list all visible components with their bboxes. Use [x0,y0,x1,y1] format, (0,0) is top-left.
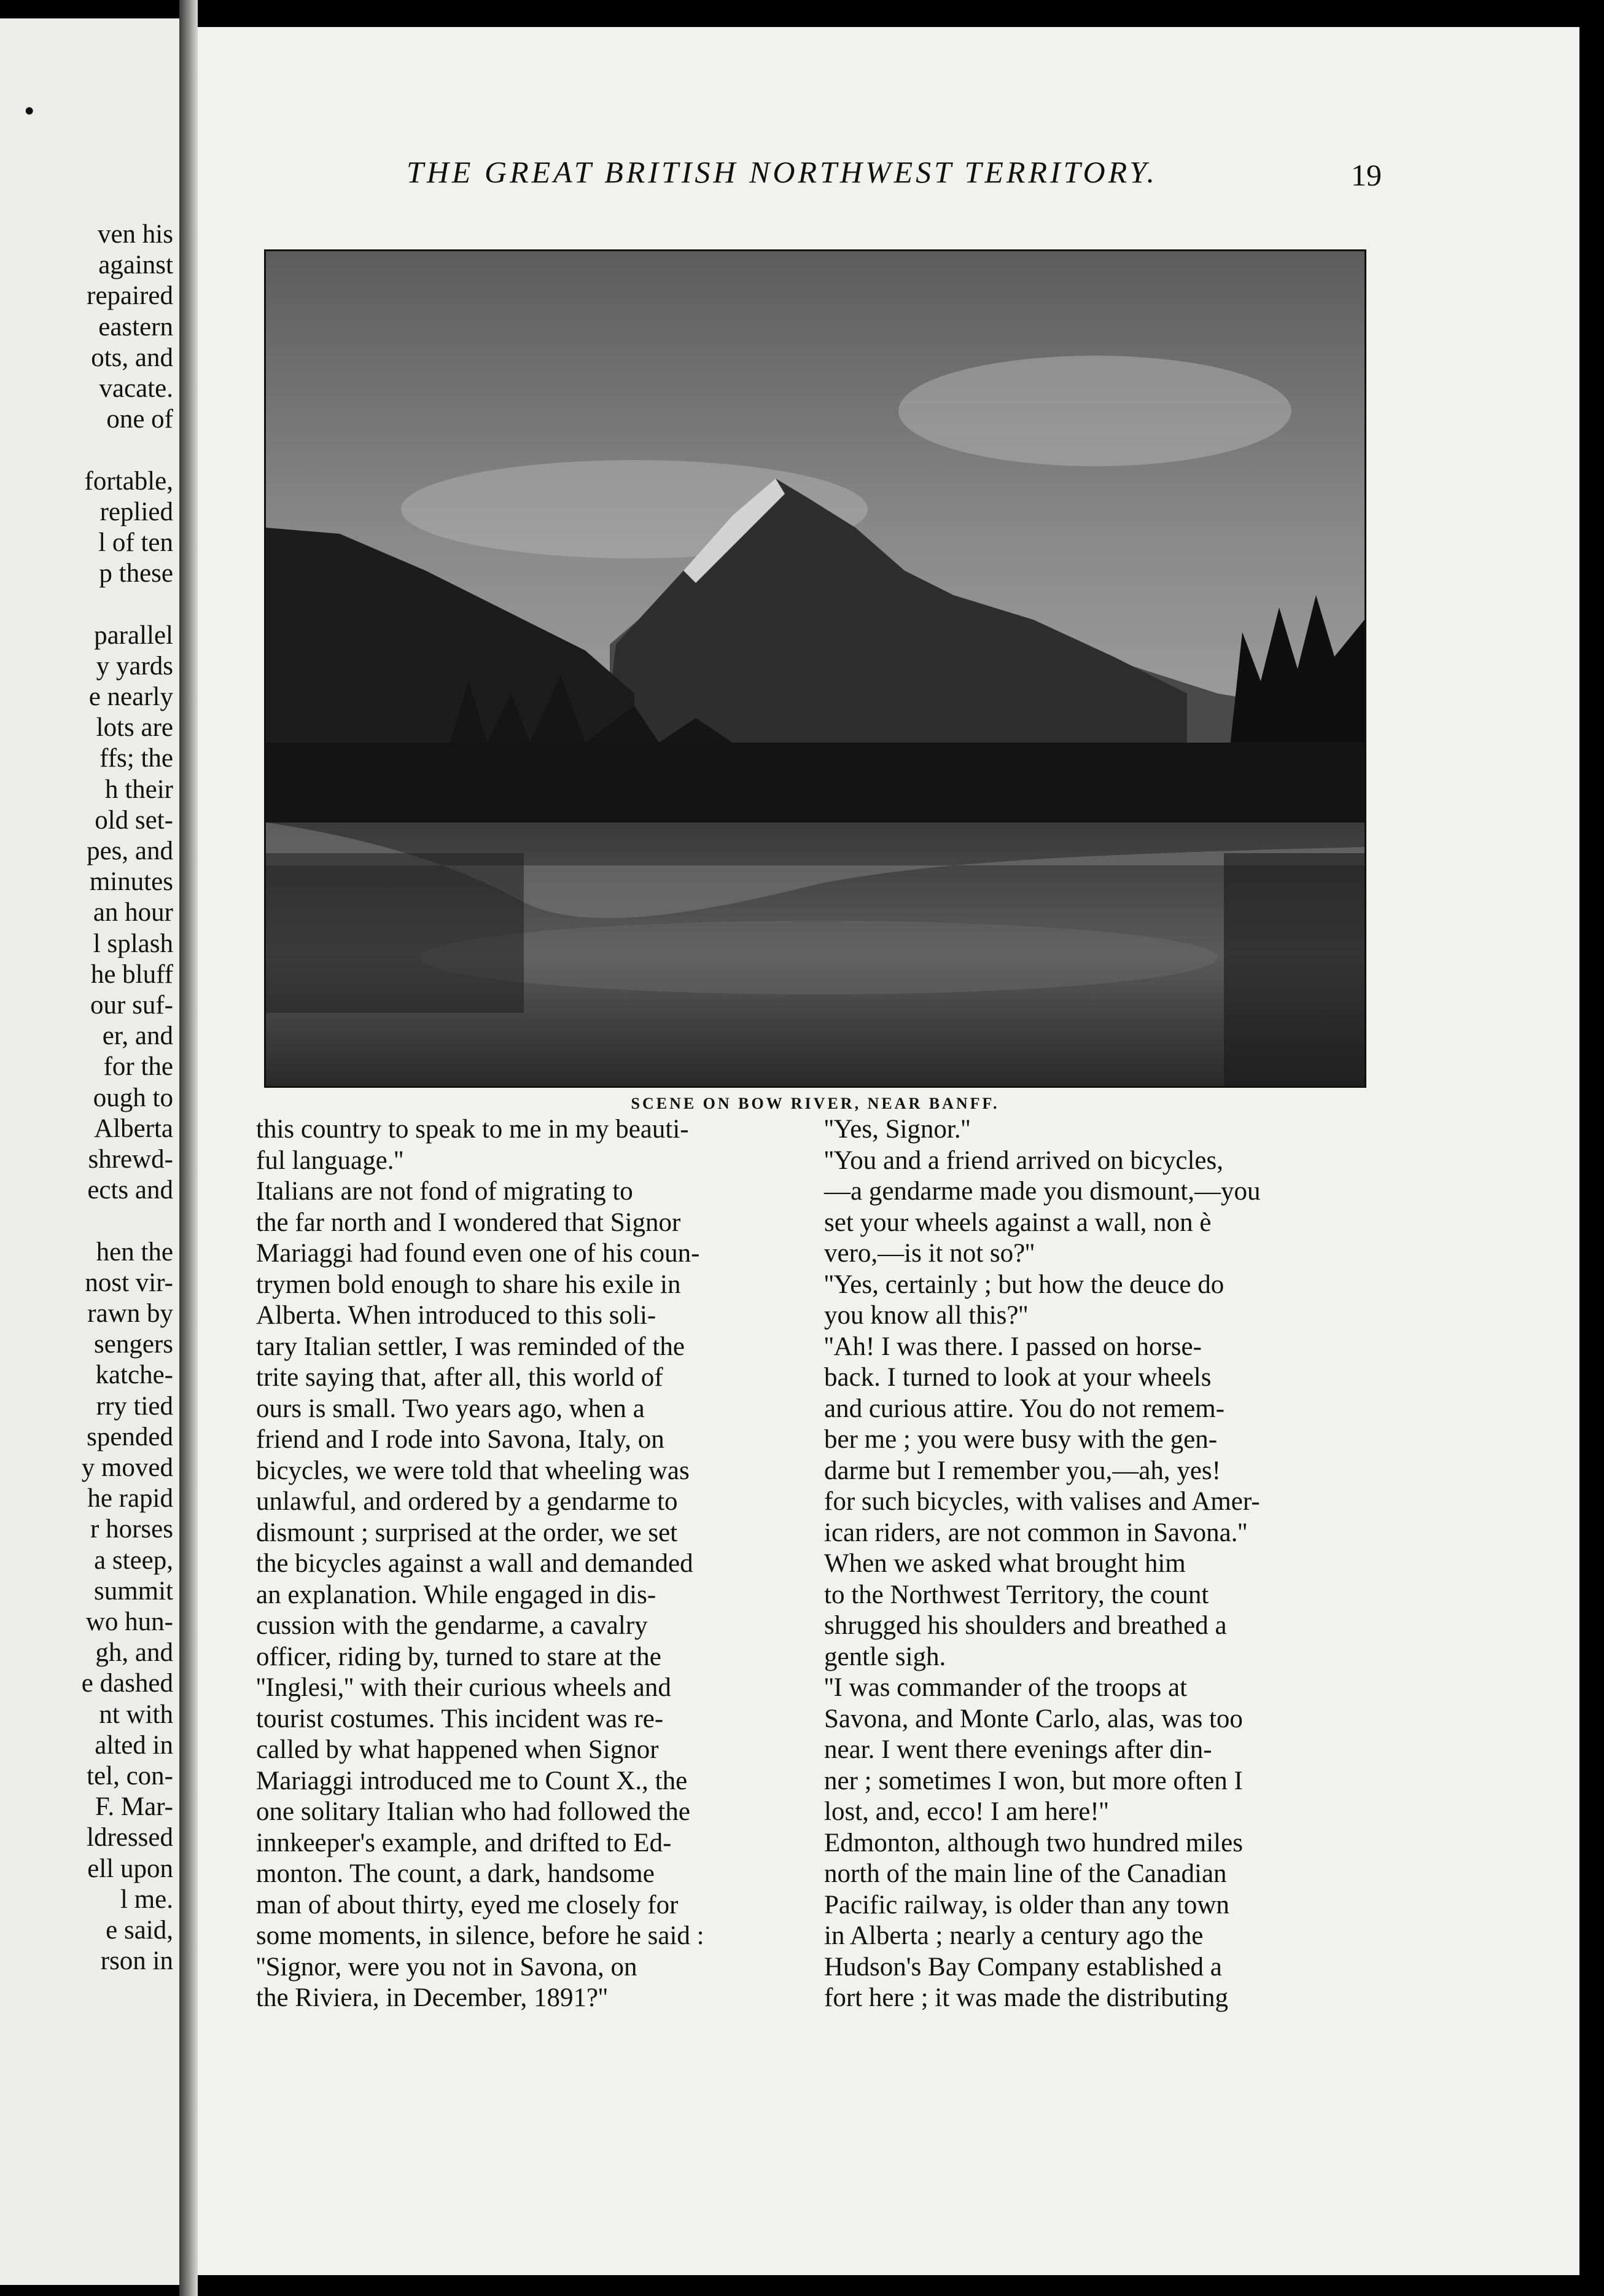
text-line: katche- [95,1361,173,1390]
text-line: in Alberta ; nearly a century ago the [824,1921,1204,1950]
text-line: an explanation. While engaged in dis- [256,1580,656,1609]
text-line: ''I was commander of the troops at [824,1673,1188,1702]
text-line: ''Inglesi,'' with their curious wheels and [256,1673,671,1702]
text-line: er, and [102,1021,173,1051]
text-line: bicycles, we were told that wheeling was [256,1456,690,1485]
text-line: the Riviera, in December, 1891?'' [256,1983,608,2012]
text-line: summit [93,1576,173,1606]
text-line: one solitary Italian who had followed the [256,1797,690,1826]
text-line: tel, con- [87,1762,173,1790]
text-line: Alberta [94,1114,173,1143]
text-line: ects and [87,1176,173,1205]
text-column-left [256,1114,803,2014]
text-line: for the [103,1052,173,1082]
text-line: ough to [93,1083,173,1112]
text-line: called by what happened when Signor [256,1735,659,1764]
text-line: eastern [98,312,173,342]
text-line: e said, [106,1916,173,1945]
text-line: replied [99,497,173,526]
text-line: ''Signor, were you not in Savona, on [256,1952,637,1982]
text-line: lost, and, ecco! I am here!'' [824,1797,1109,1826]
text-line: to the Northwest Territory, the count [824,1580,1209,1609]
book-page [198,27,1579,2275]
text-line: tourist costumes. This incident was re- [256,1704,664,1733]
text-line: ots, and [91,343,173,372]
text-line: this country to speak to me in my beauti- [256,1115,689,1144]
text-line: trite saying that, after all, this world of [256,1363,663,1392]
text-line: ful language.'' [256,1146,403,1175]
text-column-right [824,1114,1371,2014]
text-line: ours is small. Two years ago, when a [256,1394,645,1423]
text-line: ''Yes, certainly ; but how the deuce do [824,1270,1224,1299]
text-line: spended [87,1422,173,1451]
text-line: repaired [87,281,173,311]
text-line: Mariaggi introduced me to Count X., the [256,1766,688,1795]
text-line: lots are [96,713,173,743]
text-line: h their [104,775,173,804]
text-line: our suf- [90,991,173,1020]
text-line: friend and I rode into Savona, Italy, on [256,1425,664,1454]
text-line: ber me ; you were busy with the gen- [824,1425,1218,1454]
text-line: rawn by [87,1299,173,1328]
page-mark: • [25,96,34,126]
text-line: hen the [96,1237,173,1267]
text-line: l splash [93,929,173,958]
text-line: monton. The count, a dark, handsome [256,1859,655,1888]
text-line: e nearly [88,682,173,711]
text-line: —a gendarme made you dismount,—you [824,1177,1261,1206]
text-line: ''You and a friend arrived on bicycles, [824,1146,1223,1175]
text-line: cussion with the gendarme, a cavalry [256,1611,648,1640]
text-line: fortable, [84,466,173,496]
text-line: gentle sigh. [824,1642,946,1671]
text-line: alted in [95,1730,173,1760]
text-line: vacate. [99,374,173,403]
text-line: vero,—is it not so?'' [824,1239,1035,1268]
text-line: officer, riding by, turned to stare at the [256,1642,661,1671]
text-line: sengers [94,1330,173,1359]
text-line: back. I turned to look at your wheels [824,1363,1212,1392]
text-line: tary Italian settler, I was reminded of the [256,1332,685,1361]
text-line: trymen bold enough to share his exile in [256,1270,681,1299]
text-line: gh, and [95,1638,173,1668]
text-line: shrugged his shoulders and breathed a [824,1611,1227,1640]
text-line: darme but I remember you,—ah, yes! [824,1456,1221,1485]
facing-page [0,18,179,2285]
text-line: Pacific railway, is older than any town [824,1890,1229,1919]
text-line: Savona, and Monte Carlo, alas, was too [824,1704,1243,1733]
text-line: ner ; sometimes I won, but more often I [824,1766,1243,1795]
text-line: shrewd- [88,1145,173,1174]
text-line: rson in [100,1947,173,1976]
text-line: ven his [97,220,173,249]
text-line: you know all this?'' [824,1301,1028,1330]
text-line: ldressed [87,1823,173,1853]
text-line: Alberta. When introduced to this soli- [256,1301,656,1330]
text-line: for such bicycles, with valises and Amer- [824,1487,1260,1516]
text-line: near. I went there evenings after din- [824,1735,1212,1764]
landscape-photograph [264,249,1366,1088]
text-line: When we asked what brought him [824,1549,1186,1578]
text-line: pes, and [87,837,173,865]
text-line: y moved [81,1453,173,1482]
text-line: minutes [89,867,173,897]
text-line: ''Ah! I was there. I passed on horse- [824,1332,1202,1361]
text-line: nost vir- [85,1268,173,1297]
text-line: Hudson's Bay Company established a [824,1952,1222,1982]
text-line: ell upon [87,1854,173,1883]
text-line: north of the main line of the Canadian [824,1859,1227,1888]
text-line: l me. [120,1884,173,1914]
text-line: ffs; the [99,744,173,773]
book-gutter [179,0,198,2296]
text-line: p these [99,559,173,588]
text-line: one of [106,405,173,434]
text-line: and curious attire. You do not remem- [824,1394,1225,1423]
figure-caption: SCENE ON BOW RIVER, NEAR BANFF. [631,1095,1000,1112]
text-line: unlawful, and ordered by a gendarme to [256,1487,678,1516]
text-line: Edmonton, although two hundred miles [824,1828,1243,1857]
mountain-river-image [266,251,1365,1086]
text-line: against [98,251,173,280]
text-line: Italians are not fond of migrating to [256,1177,633,1206]
text-line: some moments, in silence, before he said : [256,1921,704,1950]
text-line: he rapid [87,1484,173,1513]
text-line: the far north and I wondered that Signor [256,1208,681,1237]
text-line: rry tied [96,1391,173,1421]
text-line: r horses [90,1515,173,1544]
text-line: dismount ; surprised at the order, we set [256,1518,678,1547]
text-line: F. Mar- [95,1792,173,1822]
text-line: y yards [96,651,173,681]
text-line: he bluff [90,959,173,989]
text-line: e dashed [81,1669,173,1698]
text-line: parallel [94,620,173,650]
text-line: nt with [99,1700,173,1729]
text-line: fort here ; it was made the distributing [824,1983,1228,2012]
text-line: a steep, [94,1545,173,1575]
text-line: ican riders, are not common in Savona.'' [824,1518,1247,1547]
text-line: Mariaggi had found even one of his coun- [256,1239,700,1268]
text-line: ''Yes, Signor.'' [824,1115,971,1144]
text-line: old set- [95,805,173,835]
text-line: innkeeper's example, and drifted to Ed- [256,1828,672,1857]
page-number: 19 [1351,158,1382,192]
text-line: set your wheels against a wall, non è [824,1208,1212,1237]
text-line: man of about thirty, eyed me closely for [256,1890,679,1919]
running-head: THE GREAT BRITISH NORTHWEST TERRITORY. [407,155,1158,189]
text-line: l of ten [98,528,173,557]
text-line: wo hun- [85,1607,173,1636]
text-line: an hour [93,898,173,927]
text-line: the bicycles against a wall and demanded [256,1549,693,1578]
